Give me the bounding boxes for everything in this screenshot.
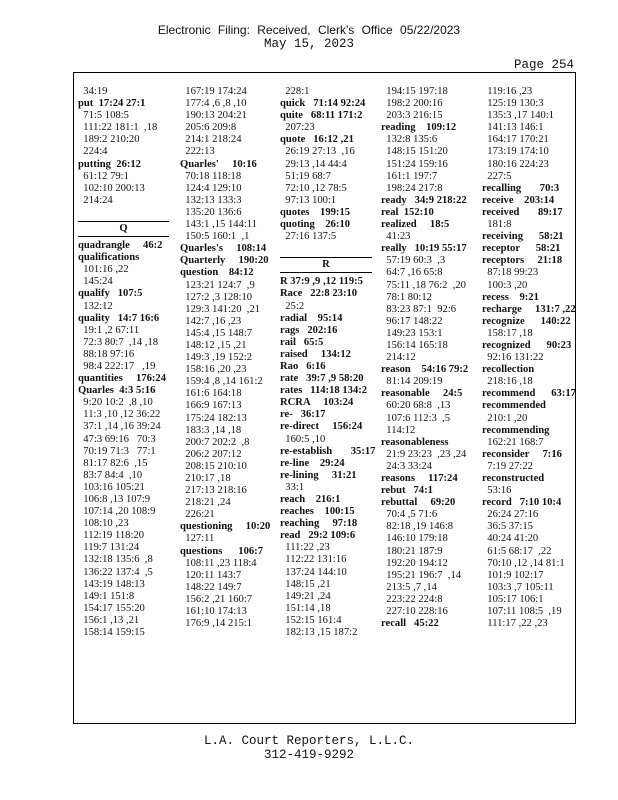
index-entry-line: 51:19 68:7: [280, 170, 331, 182]
index-entry-line: 176:9 ,14 215:1: [180, 618, 253, 630]
index-entry-term: rail 65:5: [280, 336, 324, 348]
index-entry-line: 226:21: [180, 509, 215, 521]
index-entry-line: 70:4 ,5 71:6: [381, 509, 438, 521]
index-entry-line: 81:17 82:6 ,15: [78, 457, 148, 469]
index-entry-term: qualify 107:5: [78, 288, 143, 300]
index-entry-line: 161:1 197:7: [381, 170, 438, 182]
index-entry-term: question 84:12: [180, 267, 254, 279]
index-entry-line: 60:20 68:8 ,13: [381, 400, 451, 412]
index-entry-line: 192:20 194:12: [381, 557, 448, 569]
index-entry-line: 167:19 174:24: [180, 86, 247, 97]
index-entry-line: 228:1: [280, 86, 310, 97]
index-entry-line: 107:14 ,20 108:9: [78, 506, 156, 518]
index-entry-line: 206:2 207:12: [180, 448, 242, 460]
index-entry-line: 159:4 ,8 ,14 161:2: [180, 376, 263, 388]
index-entry-line: 227:10 228:16: [381, 606, 448, 618]
index-entry-term: recollection: [482, 364, 535, 376]
index-entry-line: 143:1 ,15 144:11: [180, 219, 258, 231]
index-entry-term: raised 134:12: [280, 348, 351, 360]
index-entry-line: 207:23: [280, 122, 315, 134]
index-entry-term: reading 109:12: [381, 122, 457, 134]
index-entry-line: 98:4 222:17 ,19: [78, 360, 156, 372]
index-entry-line: 137:24 144:10: [280, 566, 347, 578]
index-entry-line: 161:10 174:13: [180, 606, 247, 618]
index-entry-line: 127:11: [180, 533, 215, 545]
index-entry-term: receiving 58:21: [482, 231, 564, 243]
index-entry-line: 107:6 112:3 ,5: [381, 412, 451, 424]
court-reporter-name: L.A. Court Reporters, L.L.C.: [203, 734, 415, 748]
index-entry-line: 119:16 ,23: [482, 86, 533, 97]
index-entry-line: 123:21 124:7 ,9: [180, 279, 255, 291]
index-entry-line: 33:1: [280, 481, 305, 493]
index-entry-term: Rao 6:16: [280, 360, 326, 372]
index-entry-line: 101:16 ,22: [78, 264, 129, 276]
index-entry-line: 213:5 ,7 ,14: [381, 581, 437, 593]
index-entry-term: recommending: [482, 424, 550, 436]
index-entry-line: 78:1 80:12: [381, 291, 432, 303]
index-entry-term: reach 216:1: [280, 494, 341, 505]
index-entry-term: reasonableness: [381, 436, 449, 448]
index-entry-line: 129:3 141:20 ,21: [180, 303, 261, 315]
index-entry-term: re-line 29:24: [280, 457, 345, 469]
index-entry-term: really 10:19 55:17: [381, 243, 467, 255]
index-section-letter: Q: [78, 221, 169, 237]
index-entry-line: 107:11 108:5 ,19: [482, 606, 562, 618]
index-entry-term: rebuttal 69:20: [381, 497, 456, 509]
index-entry-line: 71:5 108:5: [78, 110, 129, 122]
index-entry-line: 156:1 ,13 ,21: [78, 614, 140, 626]
index-entry-line: 25:2: [280, 300, 305, 312]
index-entry-line: 149:3 ,19 152:2: [180, 352, 253, 364]
index-entry-line: 182:13 ,15 187:2: [280, 627, 358, 639]
index-entry-line: 189:2 210:20: [78, 134, 140, 146]
index-entry-line: 9:20 10:2 ,8 ,10: [78, 397, 153, 409]
index-entry-line: 200:7 202:2 ,8: [180, 436, 250, 448]
index-entry-line: 112:22 131:16: [280, 554, 347, 566]
index-entry-line: 21:9 23:23 ,23 ,24: [381, 448, 467, 460]
index-entry-line: 97:13 100:1: [280, 194, 337, 206]
index-entry-term: Quarles's 108:14: [180, 243, 267, 255]
index-entry-term: read 29:2 109:6: [280, 530, 356, 542]
index-entry-line: 41:23: [381, 231, 411, 243]
index-entry-term: Quarles' 10:16: [180, 158, 257, 170]
index-entry-line: 148:15 151:20: [381, 146, 448, 158]
index-entry-line: 40:24 41:20: [482, 533, 539, 545]
index-entry-line: 132:13 133:3: [180, 194, 242, 206]
index-entry-line: 180:16 224:23: [482, 158, 549, 170]
index-entry-line: 26:19 27:13 ,16: [280, 146, 355, 158]
index-entry-line: 180:21 187:9: [381, 545, 443, 557]
index-entry-line: 205:6 209:8: [180, 122, 237, 134]
index-entry-line: 162:21 168:7: [482, 436, 544, 448]
index-entry-line: 11:3 ,10 ,12 36:22: [78, 409, 161, 421]
index-entry-term: qualifications: [78, 252, 140, 264]
index-entry-line: 132:12: [78, 300, 113, 312]
index-entry-term: receive 203:14: [482, 194, 555, 206]
index-entry-term: recharge 131:7 ,22: [482, 303, 576, 315]
index-entry-line: 156:2 ,21 160:7: [180, 593, 253, 605]
index-entry-line: 26:24 27:16: [482, 509, 539, 521]
index-entry-term: quick 71:14 92:24: [280, 98, 366, 110]
index-entry-line: 29:13 ,14 44:4: [280, 158, 347, 170]
index-entry-line: 210:1 ,20: [482, 412, 528, 424]
index-entry-term: reasons 117:24: [381, 473, 458, 484]
index-entry-line: 214:24: [78, 194, 113, 206]
index-entry-line: 158:14 159:15: [78, 627, 145, 639]
index-entry-line: 106:8 ,13 107:9: [78, 494, 151, 505]
index-entry-term: receptor 58:21: [482, 243, 561, 255]
index-entry-line: 83:7 84:4 ,10: [78, 469, 143, 481]
index-entry-term: realized 18:5: [381, 219, 450, 231]
index-entry-line: 224:4: [78, 146, 108, 158]
index-entry-line: 158:17 ,18: [482, 327, 533, 339]
index-entry-line: 70:18 118:18: [180, 170, 242, 182]
index-entry-line: 135:20 136:6: [180, 206, 242, 218]
index-column-1: [78, 86, 169, 639]
index-entry-line: 135:3 ,17 140:1: [482, 110, 555, 122]
index-entry-term: recommend 63:17: [482, 388, 576, 400]
index-entry-term: RCRA 103:24: [280, 397, 354, 409]
index-entry-term: quantities 176:24: [78, 373, 166, 385]
index-entry-line: 57:19 60:3 ,3: [381, 255, 446, 267]
index-entry-line: 132:18 135:6 ,8: [78, 554, 153, 566]
index-entry-line: 136:22 137:4 ,5: [78, 566, 153, 578]
index-entry-line: 72:3 80:7 ,14 ,18: [78, 336, 159, 348]
index-page-frame: [73, 72, 576, 724]
index-entry-line: 177:4 ,6 ,8 ,10: [180, 98, 247, 110]
page-number: Page 254: [513, 58, 574, 72]
index-entry-line: 203:3 216:15: [381, 110, 443, 122]
index-entry-line: 101:9 102:17: [482, 569, 544, 581]
index-entry-line: [78, 207, 169, 219]
index-entry-term: real 152:10: [381, 206, 434, 218]
index-entry-line: 175:24 182:13: [180, 412, 247, 424]
index-entry-term: re- 36:17: [280, 409, 326, 421]
index-entry-line: 150:5 160:1 ,1: [180, 231, 250, 243]
index-entry-line: 214:12: [381, 352, 416, 364]
index-entry-term: recall 45:22: [381, 618, 439, 630]
index-entry-line: 156:14 165:18: [381, 339, 448, 351]
index-entry-line: 151:24 159:16: [381, 158, 448, 170]
index-entry-line: 146:10 179:18: [381, 533, 448, 545]
index-entry-term: quite 68:11 171:2: [280, 110, 363, 122]
index-entry-term: questions 106:7: [180, 545, 263, 557]
index-entry-line: 148:12 ,15 ,21: [180, 339, 247, 351]
index-entry-line: 111:22 181:1 ,18: [78, 122, 158, 134]
index-entry-line: 166:9 167:13: [180, 400, 242, 412]
index-entry-term: recalling 70:3: [482, 182, 560, 194]
index-entry-line: 111:17 ,22 ,23: [482, 618, 548, 630]
index-entry-term: record 7:10 10:4: [482, 497, 562, 509]
index-entry-term: quote 16:12 ,21: [280, 134, 354, 146]
index-entry-term: reason 54:16 79:2: [381, 364, 469, 376]
index-entry-line: 210:17 ,18: [180, 473, 231, 484]
index-entry-line: 149:23 153:1: [381, 327, 443, 339]
index-entry-term: re-establish 35:17: [280, 445, 376, 457]
index-entry-line: 70:10 ,12 ,14 81:1: [482, 557, 565, 569]
index-entry-line: 127:2 ,3 128:10: [180, 291, 253, 303]
index-entry-line: 111:22 ,23: [280, 542, 330, 554]
index-entry-line: 154:17 155:20: [78, 602, 145, 614]
index-entry-line: 75:11 ,18 76:2 ,20: [381, 279, 466, 291]
index-entry-line: 222:13: [180, 146, 215, 158]
index-entry-line: 194:15 197:18: [381, 86, 448, 97]
index-section-letter: R: [280, 257, 372, 273]
index-entry-line: 148:22 149:7: [180, 581, 242, 593]
index-entry-line: 223:22 224:8: [381, 593, 443, 605]
index-entry-line: 105:17 106:1: [482, 593, 544, 605]
index-entry-line: 108:10 ,23: [78, 518, 129, 530]
index-entry-term: reasonable 24:5: [381, 388, 463, 400]
index-entry-line: 7:19 27:22: [482, 460, 533, 472]
index-entry-line: 161:6 164:18: [180, 388, 242, 400]
index-entry-line: 152:15 161:4: [280, 614, 342, 626]
index-entry-line: 227:5: [482, 170, 512, 182]
index-entry-line: 47:3 69:16 70:3: [78, 433, 156, 445]
index-column-3: [280, 86, 376, 639]
index-entry-line: 160:5 ,10: [280, 433, 326, 445]
index-column-4: [381, 86, 473, 630]
index-entry-term: radial 95:14: [280, 312, 343, 324]
index-entry-line: 72:10 ,12 78:5: [280, 182, 347, 194]
index-entry-term: quoting 26:10: [280, 219, 351, 231]
index-entry-line: 120:11 143:7: [180, 569, 242, 581]
index-entry-term: re-direct 156:24: [280, 421, 363, 433]
index-entry-term: put 17:24 27:1: [78, 98, 146, 110]
index-entry-line: 158:16 ,20 ,23: [180, 364, 247, 376]
index-entry-term: rebut 74:1: [381, 485, 433, 497]
index-entry-term: quality 14:7 16:6: [78, 312, 160, 324]
index-entry-line: 141:13 146:1: [482, 122, 544, 134]
index-entry-line: 81:14 209:19: [381, 376, 443, 388]
index-entry-line: 198:24 217:8: [381, 182, 443, 194]
index-column-2: [180, 86, 271, 630]
index-entry-line: 100:3 ,20: [482, 279, 528, 291]
index-entry-line: 92:16 131:22: [482, 352, 544, 364]
index-entry-line: 96:17 148:22: [381, 315, 443, 327]
index-entry-line: 145:24: [78, 276, 113, 288]
index-entry-line: 214:1 218:24: [180, 134, 242, 146]
index-entry-line: 103:16 105:21: [78, 481, 145, 493]
index-entry-line: 195:21 196:7 ,14: [381, 569, 462, 581]
index-entry-line: 218:21 ,24: [180, 497, 231, 509]
index-entry-line: 61:5 68:17 ,22: [482, 545, 552, 557]
index-entry-term: ready 34:9 218:22: [381, 194, 467, 206]
index-entry-term: R 37:9 ,9 ,12 119:5: [280, 276, 363, 288]
index-entry-line: 108:11 ,23 118:4: [180, 557, 257, 569]
index-entry-line: 173:19 174:10: [482, 146, 549, 158]
index-entry-line: 145:4 ,15 148:7: [180, 327, 253, 339]
index-entry-line: 19:1 ,2 67:11: [78, 324, 140, 336]
index-entry-line: 34:19: [78, 86, 108, 97]
index-entry-term: Race 22:8 23:10: [280, 288, 358, 300]
index-entry-term: rates 114:18 134:2: [280, 385, 368, 397]
index-entry-line: 124:4 129:10: [180, 182, 242, 194]
index-entry-line: 208:15 210:10: [180, 460, 247, 472]
index-entry-line: 37:1 ,14 ,16 39:24: [78, 421, 161, 433]
index-entry-term: reconsider 7:16: [482, 448, 562, 460]
index-entry-line: 114:12: [381, 424, 416, 436]
index-entry-line: 151:14 ,18: [280, 602, 331, 614]
index-entry-term: recognized 90:23: [482, 339, 572, 351]
index-entry-term: re-lining 31:21: [280, 469, 357, 481]
index-entry-line: 125:19 130:3: [482, 98, 544, 110]
index-entry-term: recognize 140:22: [482, 315, 571, 327]
index-entry-line: 36:5 37:15: [482, 521, 533, 533]
index-entry-term: recommended: [482, 400, 546, 412]
index-entry-term: rags 202:16: [280, 324, 338, 336]
index-entry-term: Quarterly 190:20: [180, 255, 269, 267]
index-entry-line: [280, 243, 372, 255]
index-entry-term: putting 26:12: [78, 158, 141, 170]
filing-header: Electronic Filing: Received, Clerk's Office 05/22/2023: [157, 23, 461, 37]
index-entry-line: 83:23 87:1 92:6: [381, 303, 457, 315]
index-entry-line: 217:13 218:16: [180, 485, 247, 497]
index-entry-term: recess 9:21: [482, 291, 539, 303]
index-entry-line: 24:3 33:24: [381, 460, 432, 472]
index-entry-line: 149:21 ,24: [280, 590, 331, 602]
index-entry-line: 143:19 148:13: [78, 578, 145, 590]
index-entry-line: 218:16 ,18: [482, 376, 533, 388]
index-entry-line: 64:7 ,16 65:8: [381, 267, 443, 279]
index-entry-line: 53:16: [482, 485, 512, 497]
index-entry-line: 142:7 ,16 ,23: [180, 315, 242, 327]
index-entry-line: 198:2 200:16: [381, 98, 443, 110]
index-entry-term: reconstructed: [482, 473, 545, 484]
index-entry-term: receptors 21:18: [482, 255, 563, 267]
index-entry-line: 112:19 118:20: [78, 530, 145, 542]
index-entry-line: 119:7 131:24: [78, 542, 140, 554]
index-entry-line: 190:13 204:21: [180, 110, 247, 122]
index-entry-term: Quarles 4:3 5:16: [78, 385, 156, 397]
index-entry-term: reaching 97:18: [280, 518, 358, 530]
index-entry-term: questioning 10:20: [180, 521, 271, 533]
index-entry-term: quotes 199:15: [280, 206, 351, 218]
index-entry-line: 181:8: [482, 219, 512, 231]
index-entry-line: 103:3 ,7 105:11: [482, 581, 554, 593]
index-entry-line: 88:18 97:16: [78, 348, 135, 360]
index-entry-line: 87:18 99:23: [482, 267, 539, 279]
court-reporter-phone: 312-419-9292: [263, 748, 354, 762]
index-entry-line: 70:19 71:3 77:1: [78, 445, 156, 457]
index-entry-line: 164:17 170:21: [482, 134, 549, 146]
index-entry-term: reaches 100:15: [280, 506, 355, 518]
index-entry-line: 148:15 ,21: [280, 578, 331, 590]
index-entry-line: 183:3 ,14 ,18: [180, 424, 242, 436]
index-entry-line: 149:1 151:8: [78, 590, 135, 602]
index-entry-term: received 89:17: [482, 206, 563, 218]
index-entry-line: 132:8 135:6: [381, 134, 438, 146]
index-entry-term: rate 39:7 ,9 58:20: [280, 373, 364, 385]
index-entry-line: 61:12 79:1: [78, 170, 129, 182]
index-entry-line: 27:16 137:5: [280, 231, 337, 243]
index-entry-term: quadrangle 46:2: [78, 240, 163, 252]
index-entry-line: 102:10 200:13: [78, 182, 145, 194]
index-column-5: [482, 86, 576, 630]
date-line: May 15, 2023: [263, 37, 354, 51]
index-entry-line: 82:18 ,19 146:8: [381, 521, 454, 533]
